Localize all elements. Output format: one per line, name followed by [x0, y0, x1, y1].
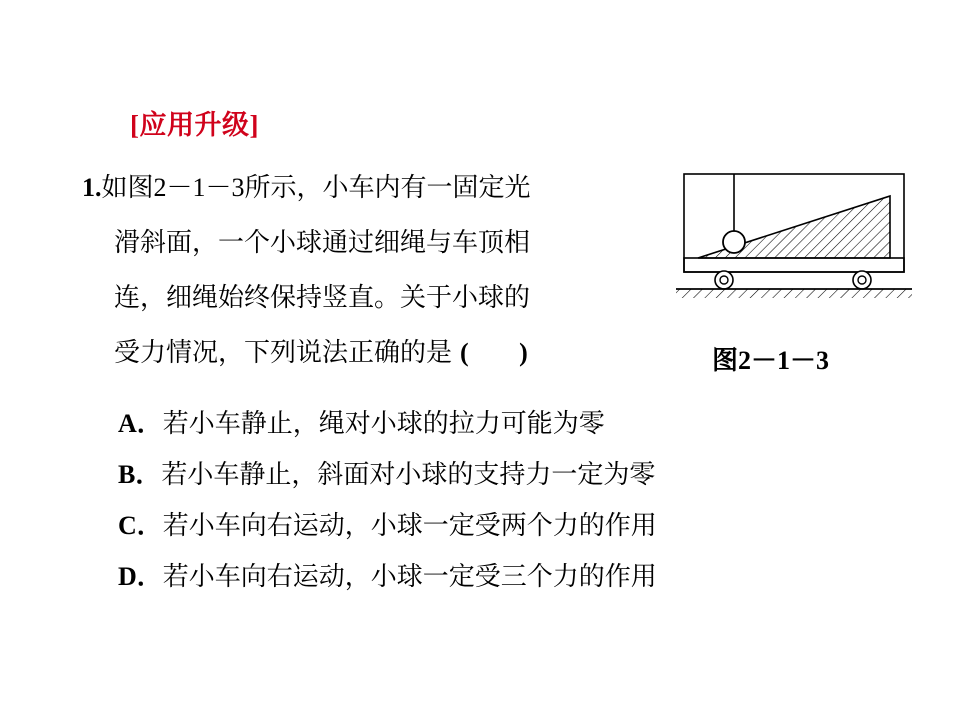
ground-surface [676, 289, 912, 298]
figure-caption: 图2－1－3 [712, 346, 830, 375]
question-text-3: 连，细绳始终保持竖直。关于小球的 [114, 283, 531, 312]
option-b [118, 449, 918, 500]
option-a-label: A． [118, 409, 163, 438]
answer-brackets: ( ) [460, 338, 550, 367]
question-text-4: 受力情况，下列说法正确的是 [114, 338, 453, 367]
cart-floor [684, 258, 904, 272]
section-title: [应用升级] [130, 110, 259, 140]
option-a [118, 398, 918, 449]
option-d [118, 551, 918, 602]
option-c [118, 500, 918, 551]
question-line-3 [82, 270, 682, 325]
option-b-label: B． [118, 460, 162, 489]
options-list [118, 398, 918, 602]
ball [723, 231, 745, 253]
question-line-1 [82, 160, 682, 215]
cart-incline-figure [676, 168, 912, 318]
cart-wheels [715, 271, 871, 289]
option-b-text: 若小车静止，斜面对小球的支持力一定为零 [161, 460, 656, 489]
question-line-2 [82, 215, 682, 270]
option-c-text: 若小车向右运动，小球一定受两个力的作用 [162, 511, 657, 540]
question-text-2: 滑斜面，一个小球通过细绳与车顶相 [114, 228, 531, 257]
question-number: 1. [82, 173, 102, 202]
question-block [82, 160, 682, 380]
question-text-1: 如图2－1－3所示，小车内有一固定光 [101, 173, 531, 202]
option-a-text: 若小车静止，绳对小球的拉力可能为零 [162, 409, 605, 438]
option-c-label: C． [118, 511, 163, 540]
option-d-label: D． [118, 562, 163, 591]
question-line-4 [82, 325, 682, 380]
option-d-text: 若小车向右运动，小球一定受三个力的作用 [162, 562, 657, 591]
